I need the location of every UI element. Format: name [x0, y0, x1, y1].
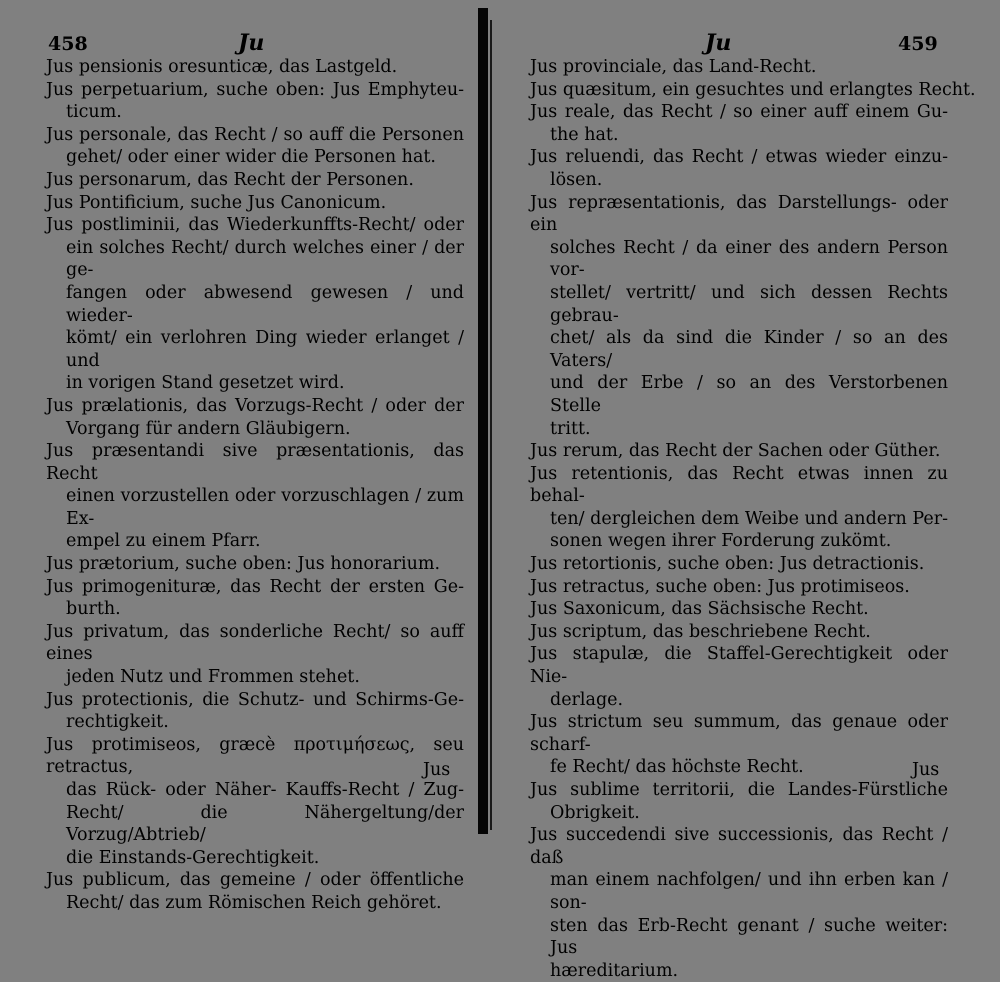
- entry-continuation: kömt/ ein verlohren Ding wieder erlanget / und: [66, 328, 464, 371]
- entry-continuation: solches Recht / da einer des andern Person vor-: [550, 237, 948, 281]
- entry-continuation: fangen oder abwesend gewesen / und wieder-: [66, 282, 464, 326]
- dictionary-entry: [46, 689, 464, 734]
- entry-continuation: sonen wegen ihrer Forderung zukömt.: [550, 531, 892, 552]
- entry-continuation: ten/ dergleichen dem Weibe und andern Per-: [550, 508, 948, 529]
- dictionary-entry: [530, 643, 948, 711]
- dictionary-entry: [46, 869, 464, 914]
- entry-list: [46, 56, 464, 915]
- entry-continuation: in vorigen Stand gesetzet wird.: [66, 373, 345, 394]
- entry-continuation: ein solches Recht/ durch welches einer / der ge-: [66, 237, 464, 281]
- entry-headline: Jus succedendi sive successionis, das Recht / daß: [530, 825, 948, 868]
- entry-headline: Jus quæsitum, ein gesuchtes und erlangtes Recht.: [530, 79, 976, 100]
- entry-headline: Jus retortionis, suche oben: Jus detractionis.: [530, 554, 925, 575]
- page-number: 459: [898, 33, 938, 55]
- dictionary-entry: [530, 779, 948, 824]
- dictionary-entry: [530, 711, 948, 779]
- catchword: Jus: [423, 760, 451, 780]
- entry-headline: Jus postliminii, das Wiederkunffts-Recht/ oder: [46, 215, 464, 236]
- dictionary-entry: [530, 79, 976, 102]
- entry-continuation: Vorgang für andern Gläubigern.: [66, 418, 351, 439]
- dictionary-entry: [46, 79, 464, 124]
- dictionary-entry: [46, 169, 464, 192]
- entry-continuation: rechtigkeit.: [66, 712, 169, 733]
- entry-continuation: tritt.: [550, 418, 591, 439]
- entry-continuation: derlage.: [550, 689, 624, 710]
- entry-continuation: gehet/ oder einer wider die Personen hat.: [66, 147, 436, 168]
- entry-continuation: ticum.: [66, 102, 122, 123]
- dictionary-entry: [530, 56, 948, 79]
- entry-continuation: einen vorzustellen oder vorzuschlagen / zum Ex-: [66, 486, 464, 529]
- dictionary-entry: [530, 463, 948, 553]
- dictionary-entry: [530, 576, 948, 599]
- entry-continuation: die Einstands-Gerechtigkeit.: [66, 847, 320, 868]
- entry-continuation: Recht/ das zum Römischen Reich gehöret.: [66, 892, 442, 913]
- entry-headline: Jus repræsentationis, das Darstellungs- oder ein: [530, 192, 948, 236]
- entry-continuation: und der Erbe / so an des Verstorbenen Stelle: [550, 373, 948, 416]
- dictionary-entry: [46, 192, 464, 215]
- dictionary-entry: [46, 576, 464, 621]
- entry-headline: Jus publicum, das gemeine / oder öffentliche: [46, 870, 464, 891]
- entry-continuation: empel zu einem Pfarr.: [66, 531, 261, 552]
- entry-headline: Jus Saxonicum, das Sächsische Recht.: [530, 599, 869, 620]
- entry-headline: Jus præsentandi sive præsentationis, das Recht: [46, 441, 464, 484]
- entry-continuation: das Rück- oder Näher- Kauffs-Recht / Zug-: [66, 780, 464, 800]
- entry-continuation: hæreditarium.: [550, 960, 679, 981]
- entry-headline: Jus retractus, suche oben: Jus protimiseos.: [530, 576, 910, 597]
- book-gutter: [478, 8, 488, 834]
- catchword: Jus: [912, 760, 940, 780]
- entry-continuation: the hat.: [550, 124, 619, 145]
- dictionary-entry: [530, 101, 948, 146]
- dictionary-entry: [46, 56, 464, 79]
- dictionary-entry: [530, 824, 948, 982]
- dictionary-entry: [530, 146, 948, 191]
- entry-headline: Jus protectionis, die Schutz- und Schirms-Ge-: [46, 689, 464, 710]
- entry-headline: Jus reluendi, das Recht / etwas wieder einzu-: [530, 147, 948, 168]
- entry-headline: Jus prætorium, suche oben: Jus honorarium.: [46, 554, 441, 575]
- right-page: [490, 0, 1000, 981]
- entry-headline: Jus rerum, das Recht der Sachen oder Güther.: [530, 441, 941, 462]
- dictionary-entry: [530, 192, 948, 441]
- dictionary-entry: [46, 214, 464, 395]
- entry-headline: Jus privatum, das sonderliche Recht/ so auff eines: [46, 621, 464, 665]
- entry-continuation: sten das Erb-Recht genant / suche weiter: Jus: [550, 915, 948, 959]
- entry-headline: Jus Pontificium, suche Jus Canonicum.: [46, 192, 387, 213]
- entry-headline: Jus reale, das Recht / so einer auff einem Gu-: [530, 102, 948, 123]
- entry-headline: Jus strictum seu summum, das genaue oder scharf-: [530, 712, 948, 755]
- entry-continuation: chet/ als da sind die Kinder / so an des Vaters/: [550, 328, 948, 371]
- entry-list: [530, 56, 976, 982]
- entry-continuation: lösen.: [550, 169, 603, 190]
- dictionary-entry: [46, 440, 464, 553]
- running-head: Ju: [705, 30, 732, 56]
- dictionary-entry: [46, 734, 464, 870]
- dictionary-entry: [46, 621, 464, 689]
- entry-headline: Jus pensionis oresunticæ, das Lastgeld.: [46, 57, 398, 77]
- entry-headline: Jus scriptum, das beschriebene Recht.: [530, 621, 871, 642]
- dictionary-entry: [530, 440, 948, 463]
- entry-continuation: fe Recht/ das höchste Recht.: [550, 757, 804, 778]
- page-number: 458: [48, 33, 88, 55]
- entry-headline: Jus personarum, das Recht der Personen.: [46, 169, 414, 190]
- running-head: Ju: [238, 30, 265, 56]
- entry-continuation: Obrigkeit.: [550, 802, 640, 823]
- entry-continuation: Recht/ die Nähergeltung/der Vorzug/Abtrieb/: [66, 802, 464, 846]
- dictionary-entry: [46, 395, 464, 440]
- entry-headline: Jus personale, das Recht / so auff die Personen: [46, 124, 464, 145]
- entry-headline: Jus stapulæ, die Staffel-Gerechtigkeit oder Nie-: [530, 644, 948, 688]
- dictionary-entry: [530, 598, 948, 621]
- entry-continuation: jeden Nutz und Frommen stehet.: [66, 667, 360, 688]
- entry-headline: Jus primogenituræ, das Recht der ersten Ge-: [46, 576, 464, 597]
- entry-headline: Jus retentionis, das Recht etwas innen zu behal-: [530, 463, 948, 507]
- left-page: [0, 0, 478, 913]
- entry-headline: Jus perpetuarium, suche oben: Jus Emphyteu-: [46, 79, 464, 100]
- dictionary-entry: [530, 621, 948, 644]
- entry-continuation: man einem nachfolgen/ und ihn erben kan / son-: [550, 870, 948, 913]
- entry-headline: Jus sublime territorii, die Landes-Fürstliche: [530, 780, 948, 800]
- entry-headline: Jus protimiseos, græcè προτιμήσεως, seu retractus,: [46, 734, 464, 778]
- entry-headline: Jus provinciale, das Land-Recht.: [530, 57, 817, 77]
- dictionary-entry: [46, 124, 464, 169]
- dictionary-entry: [530, 553, 948, 576]
- entry-headline: Jus prælationis, das Vorzugs-Recht / oder der: [46, 395, 464, 416]
- entry-continuation: stellet/ vertritt/ und sich dessen Rechts gebrau-: [550, 282, 948, 326]
- entry-continuation: burth.: [66, 599, 121, 620]
- dictionary-entry: [46, 553, 464, 576]
